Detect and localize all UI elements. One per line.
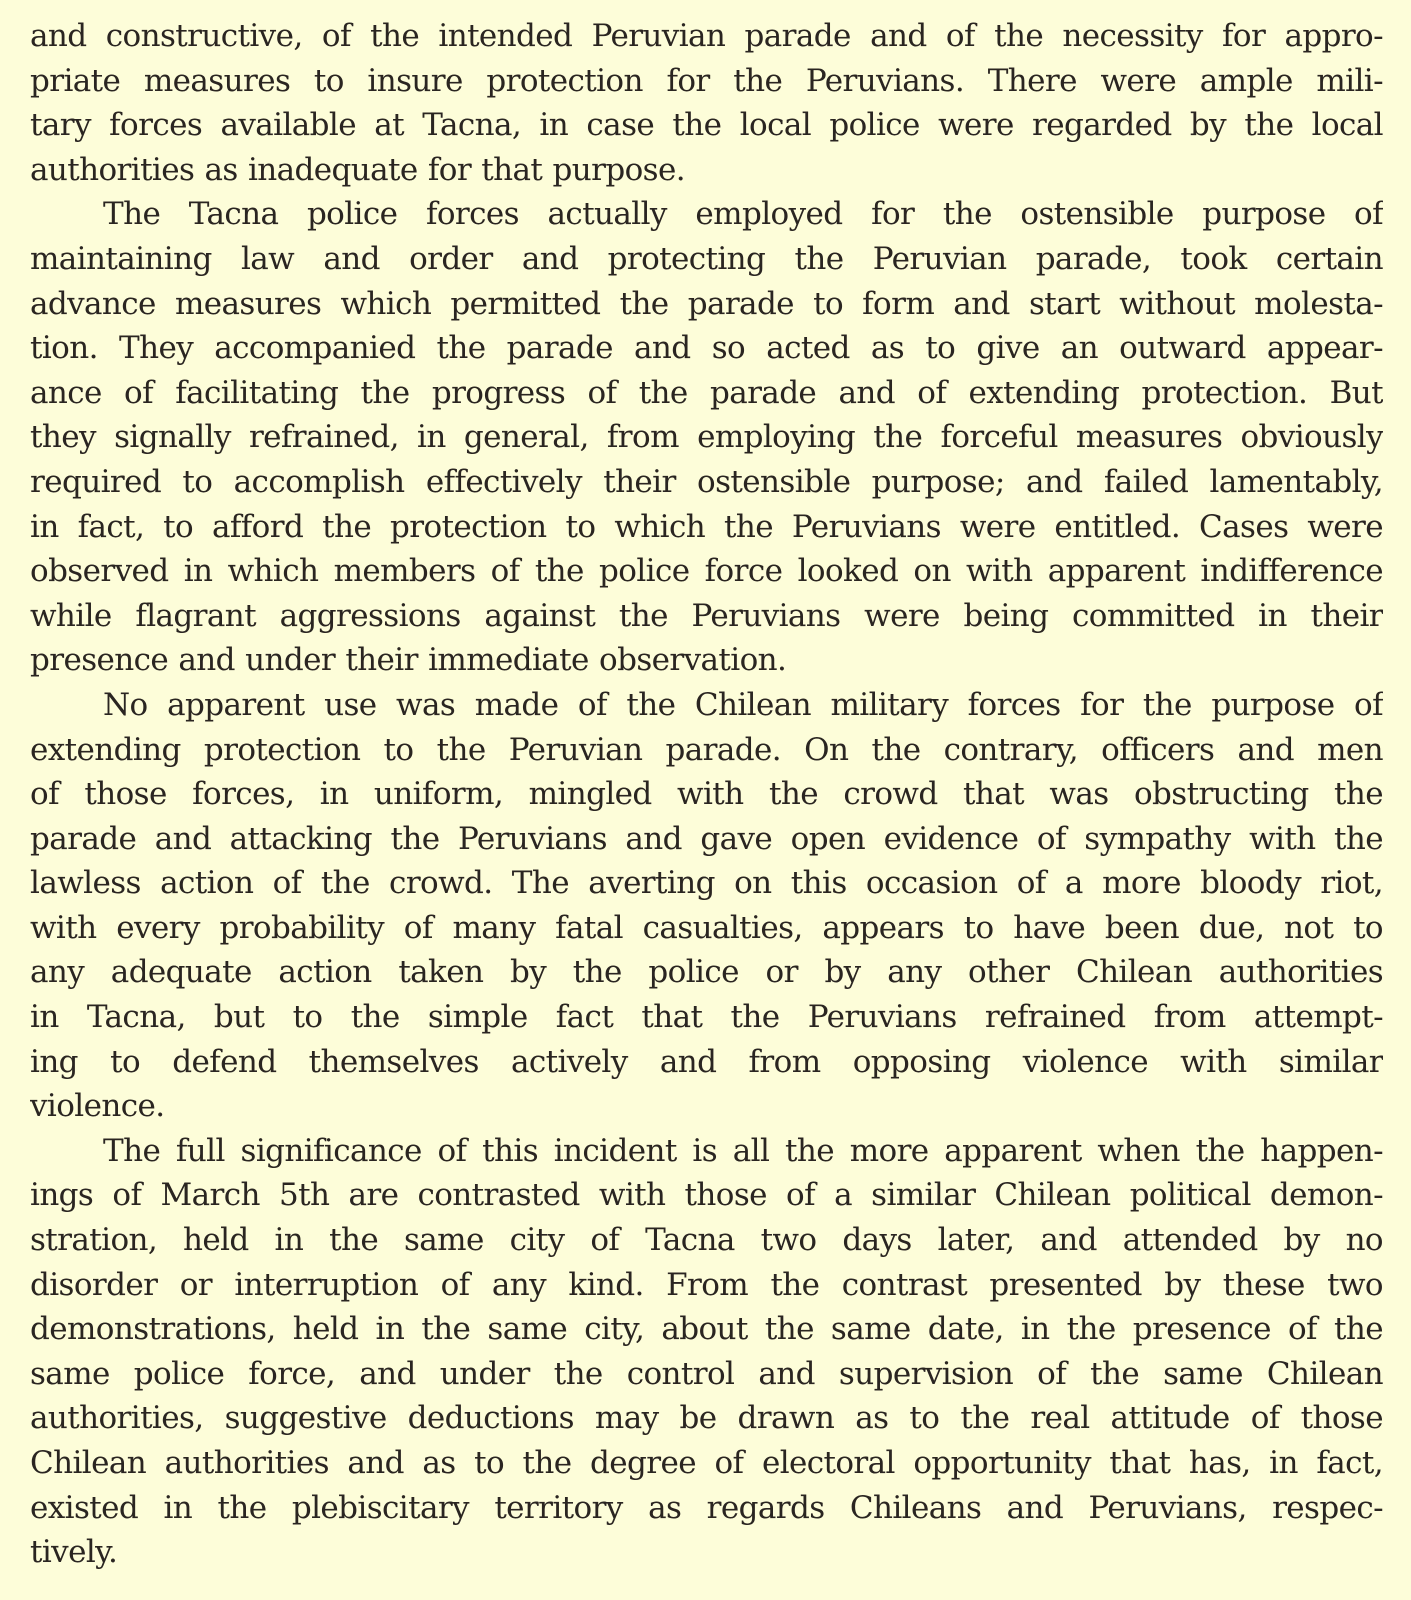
text-line: The full significance of this incident is all the more apparent when the happen- — [103, 1132, 1383, 1169]
text-line: presence and under their immediate observation. — [30, 642, 787, 679]
text-line: maintaining law and order and protecting the Peruvian parade, took certain — [30, 240, 1383, 277]
paragraph-4 — [30, 1129, 1383, 1575]
text-line: ings of March 5th are contrasted with those of a similar Chilean political demon- — [30, 1177, 1383, 1214]
text-line: disorder or interruption of any kind. From the contrast presented by these two — [30, 1266, 1383, 1303]
text-line: any adequate action taken by the police or by any other Chilean authorities — [30, 954, 1383, 991]
text-line: they signally refrained, in general, from employing the forceful measures obviously — [30, 419, 1383, 456]
text-line: tary forces available at Tacna, in case the local police were regarded by the local — [30, 107, 1383, 144]
text-line: in fact, to afford the protection to which the Peruvians were entitled. Cases were — [30, 508, 1383, 545]
text-line: observed in which members of the police force looked on with apparent indifference — [30, 553, 1383, 590]
text-line: advance measures which permitted the parade to form and start without molesta- — [30, 285, 1383, 322]
text-line: tively. — [30, 1534, 118, 1571]
text-line: ance of facilitating the progress of the parade and of extending protection. But — [30, 374, 1383, 411]
text-line: authorities, suggestive deductions may be drawn as to the real attitude of those — [30, 1400, 1383, 1437]
text-line: existed in the plebiscitary territory as regards Chileans and Peruvians, respec- — [30, 1489, 1383, 1526]
text-line: stration, held in the same city of Tacna two days later, and attended by no — [30, 1222, 1383, 1259]
paragraph-3 — [30, 683, 1383, 1129]
text-line: parade and attacking the Peruvians and gave open evidence of sympathy with the — [30, 820, 1383, 857]
text-line: required to accomplish effectively their ostensible purpose; and failed lamentably, — [30, 463, 1383, 500]
text-line: extending protection to the Peruvian parade. On the contrary, officers and men — [30, 731, 1383, 768]
text-line: with every probability of many fatal casualties, appears to have been due, not to — [30, 909, 1383, 946]
text-line: No apparent use was made of the Chilean military forces for the purpose of — [103, 686, 1383, 723]
body-text — [30, 14, 1383, 1575]
text-line: same police force, and under the control and supervision of the same Chilean — [30, 1355, 1383, 1392]
text-line: demonstrations, held in the same city, about the same date, in the presence of the — [30, 1311, 1383, 1348]
text-line: authorities as inadequate for that purpose. — [30, 151, 685, 188]
text-line: tion. They accompanied the parade and so acted as to give an outward appear- — [30, 330, 1383, 367]
text-line: violence. — [30, 1088, 165, 1125]
text-line: ing to defend themselves actively and from opposing violence with similar — [30, 1043, 1383, 1080]
text-line: Chilean authorities and as to the degree of electoral opportunity that has, in fact, — [30, 1445, 1383, 1481]
text-line: while flagrant aggressions against the Peruvians were being committed in their — [30, 597, 1383, 634]
text-line: in Tacna, but to the simple fact that the Peruvians refrained from attempt- — [30, 999, 1383, 1036]
text-line: The Tacna police forces actually employed for the ostensible purpose of — [103, 196, 1383, 233]
text-line: priate measures to insure protection for the Peruvians. There were ample mili- — [30, 62, 1383, 99]
text-line: lawless action of the crowd. The averting on this occasion of a more bloody riot, — [30, 865, 1383, 902]
paragraph-2 — [30, 192, 1383, 683]
text-line: of those forces, in uniform, mingled with the crowd that was obstructing the — [30, 776, 1383, 813]
text-line: and constructive, of the intended Peruvian parade and of the necessity for appro- — [30, 18, 1383, 54]
paragraph-1 — [30, 14, 1383, 192]
